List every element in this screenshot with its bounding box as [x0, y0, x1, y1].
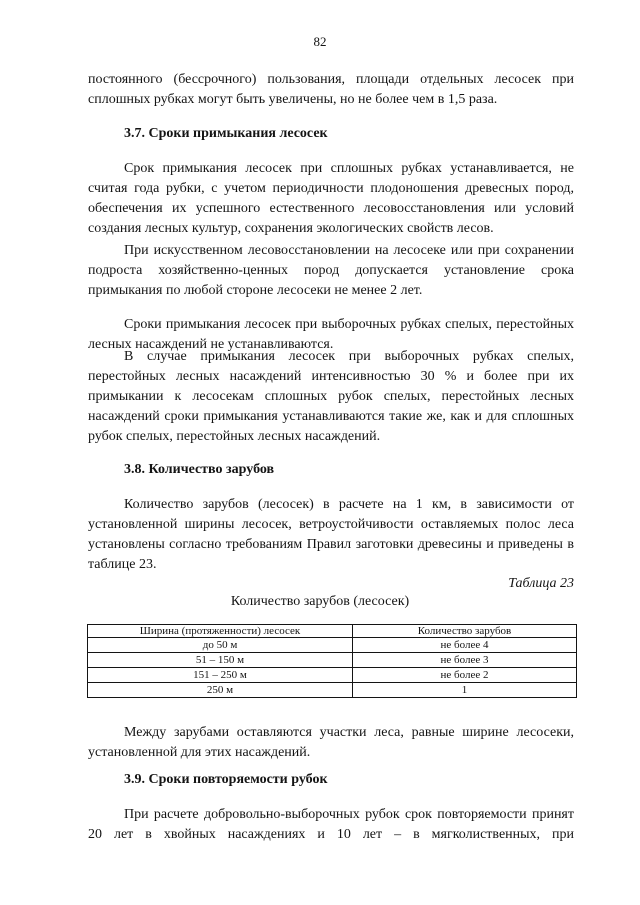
- table-row: [88, 683, 577, 698]
- section-3-8-paragraph-2: Между зарубами оставляются участки леса, равные ширине лесосеки, установленной для этих насаждений.: [88, 725, 574, 760]
- cuts-table: [87, 624, 577, 698]
- cell-width: 51 – 150 м: [88, 653, 353, 668]
- cell-width: 151 – 250 м: [88, 668, 353, 683]
- section-3-7-paragraph-1: Срок примыкания лесосек при сплошных рубках устанавливается, не считая года рубки, с учетом периодичности плодоношения древесных пород, обеспечения их успешного естественного лесовосстановления или условий создания лесных культур, сохранения экологических свойств лесов.: [88, 161, 574, 236]
- section-3-7-heading: 3.7. Сроки примыкания лесосек: [124, 126, 328, 141]
- table-caption: Количество зарубов (лесосек): [230, 594, 410, 609]
- section-3-8-heading: 3.8. Количество зарубов: [124, 462, 275, 477]
- cell-width: до 50 м: [88, 638, 353, 653]
- section-3-7-paragraph-3: Сроки примыкания лесосек при выборочных рубках спелых, перестойных лесных насаждений не устанавливаются.: [88, 317, 574, 352]
- cell-count: не более 4: [353, 638, 577, 653]
- table-row: [88, 653, 577, 668]
- table-row: [88, 668, 577, 683]
- cell-count: не более 2: [353, 668, 577, 683]
- section-3-9-heading: 3.9. Сроки повторяемости рубок: [124, 772, 328, 787]
- cell-count: не более 3: [353, 653, 577, 668]
- table-header-row: [88, 625, 577, 638]
- section-3-8-paragraph-1: Количество зарубов (лесосек) в расчете на 1 км, в зависимости от установленной ширины лесосек, ветроустойчивости оставляемых полос леса установлены согласно требованиям Правил заготовки древесины и приведены в таблице 23.: [88, 497, 574, 572]
- cell-width: 250 м: [88, 683, 353, 698]
- table-label: Таблица 23: [508, 576, 574, 591]
- section-3-7-paragraph-4: В случае примыкания лесосек при выборочных рубках спелых, перестойных лесных насаждений интенсивностью 30 % и более при их примыкании к лесосекам сплошных рубок спелых, перестойных лесных насаждений сроки примыкания устанавливаются такие же, как и для сплошных рубок спелых, перестойных лесных насаждений.: [88, 349, 574, 444]
- section-3-9-paragraph-1: При расчете добровольно-выборочных рубок срок повторяемости принят 20 лет в хвойных насаждениях и 10 лет – в мягколиственных, при: [88, 807, 574, 842]
- header-count: Количество зарубов: [353, 625, 577, 638]
- page-number: 82: [313, 34, 327, 49]
- intro-paragraph: постоянного (бессрочного) пользования, площади отдельных лесосек при сплошных рубках могут быть увеличены, но не более чем в 1,5 раза.: [88, 72, 574, 107]
- header-width: Ширина (протяженности) лесосек: [88, 625, 353, 638]
- section-3-7-paragraph-2: При искусственном лесовосстановлении на лесосеке или при сохранении подроста хозяйственно-ценных пород допускается установление срока примыкания по любой стороне лесосеки не менее 2 лет.: [88, 243, 574, 298]
- cell-count: 1: [353, 683, 577, 698]
- table-row: [88, 638, 577, 653]
